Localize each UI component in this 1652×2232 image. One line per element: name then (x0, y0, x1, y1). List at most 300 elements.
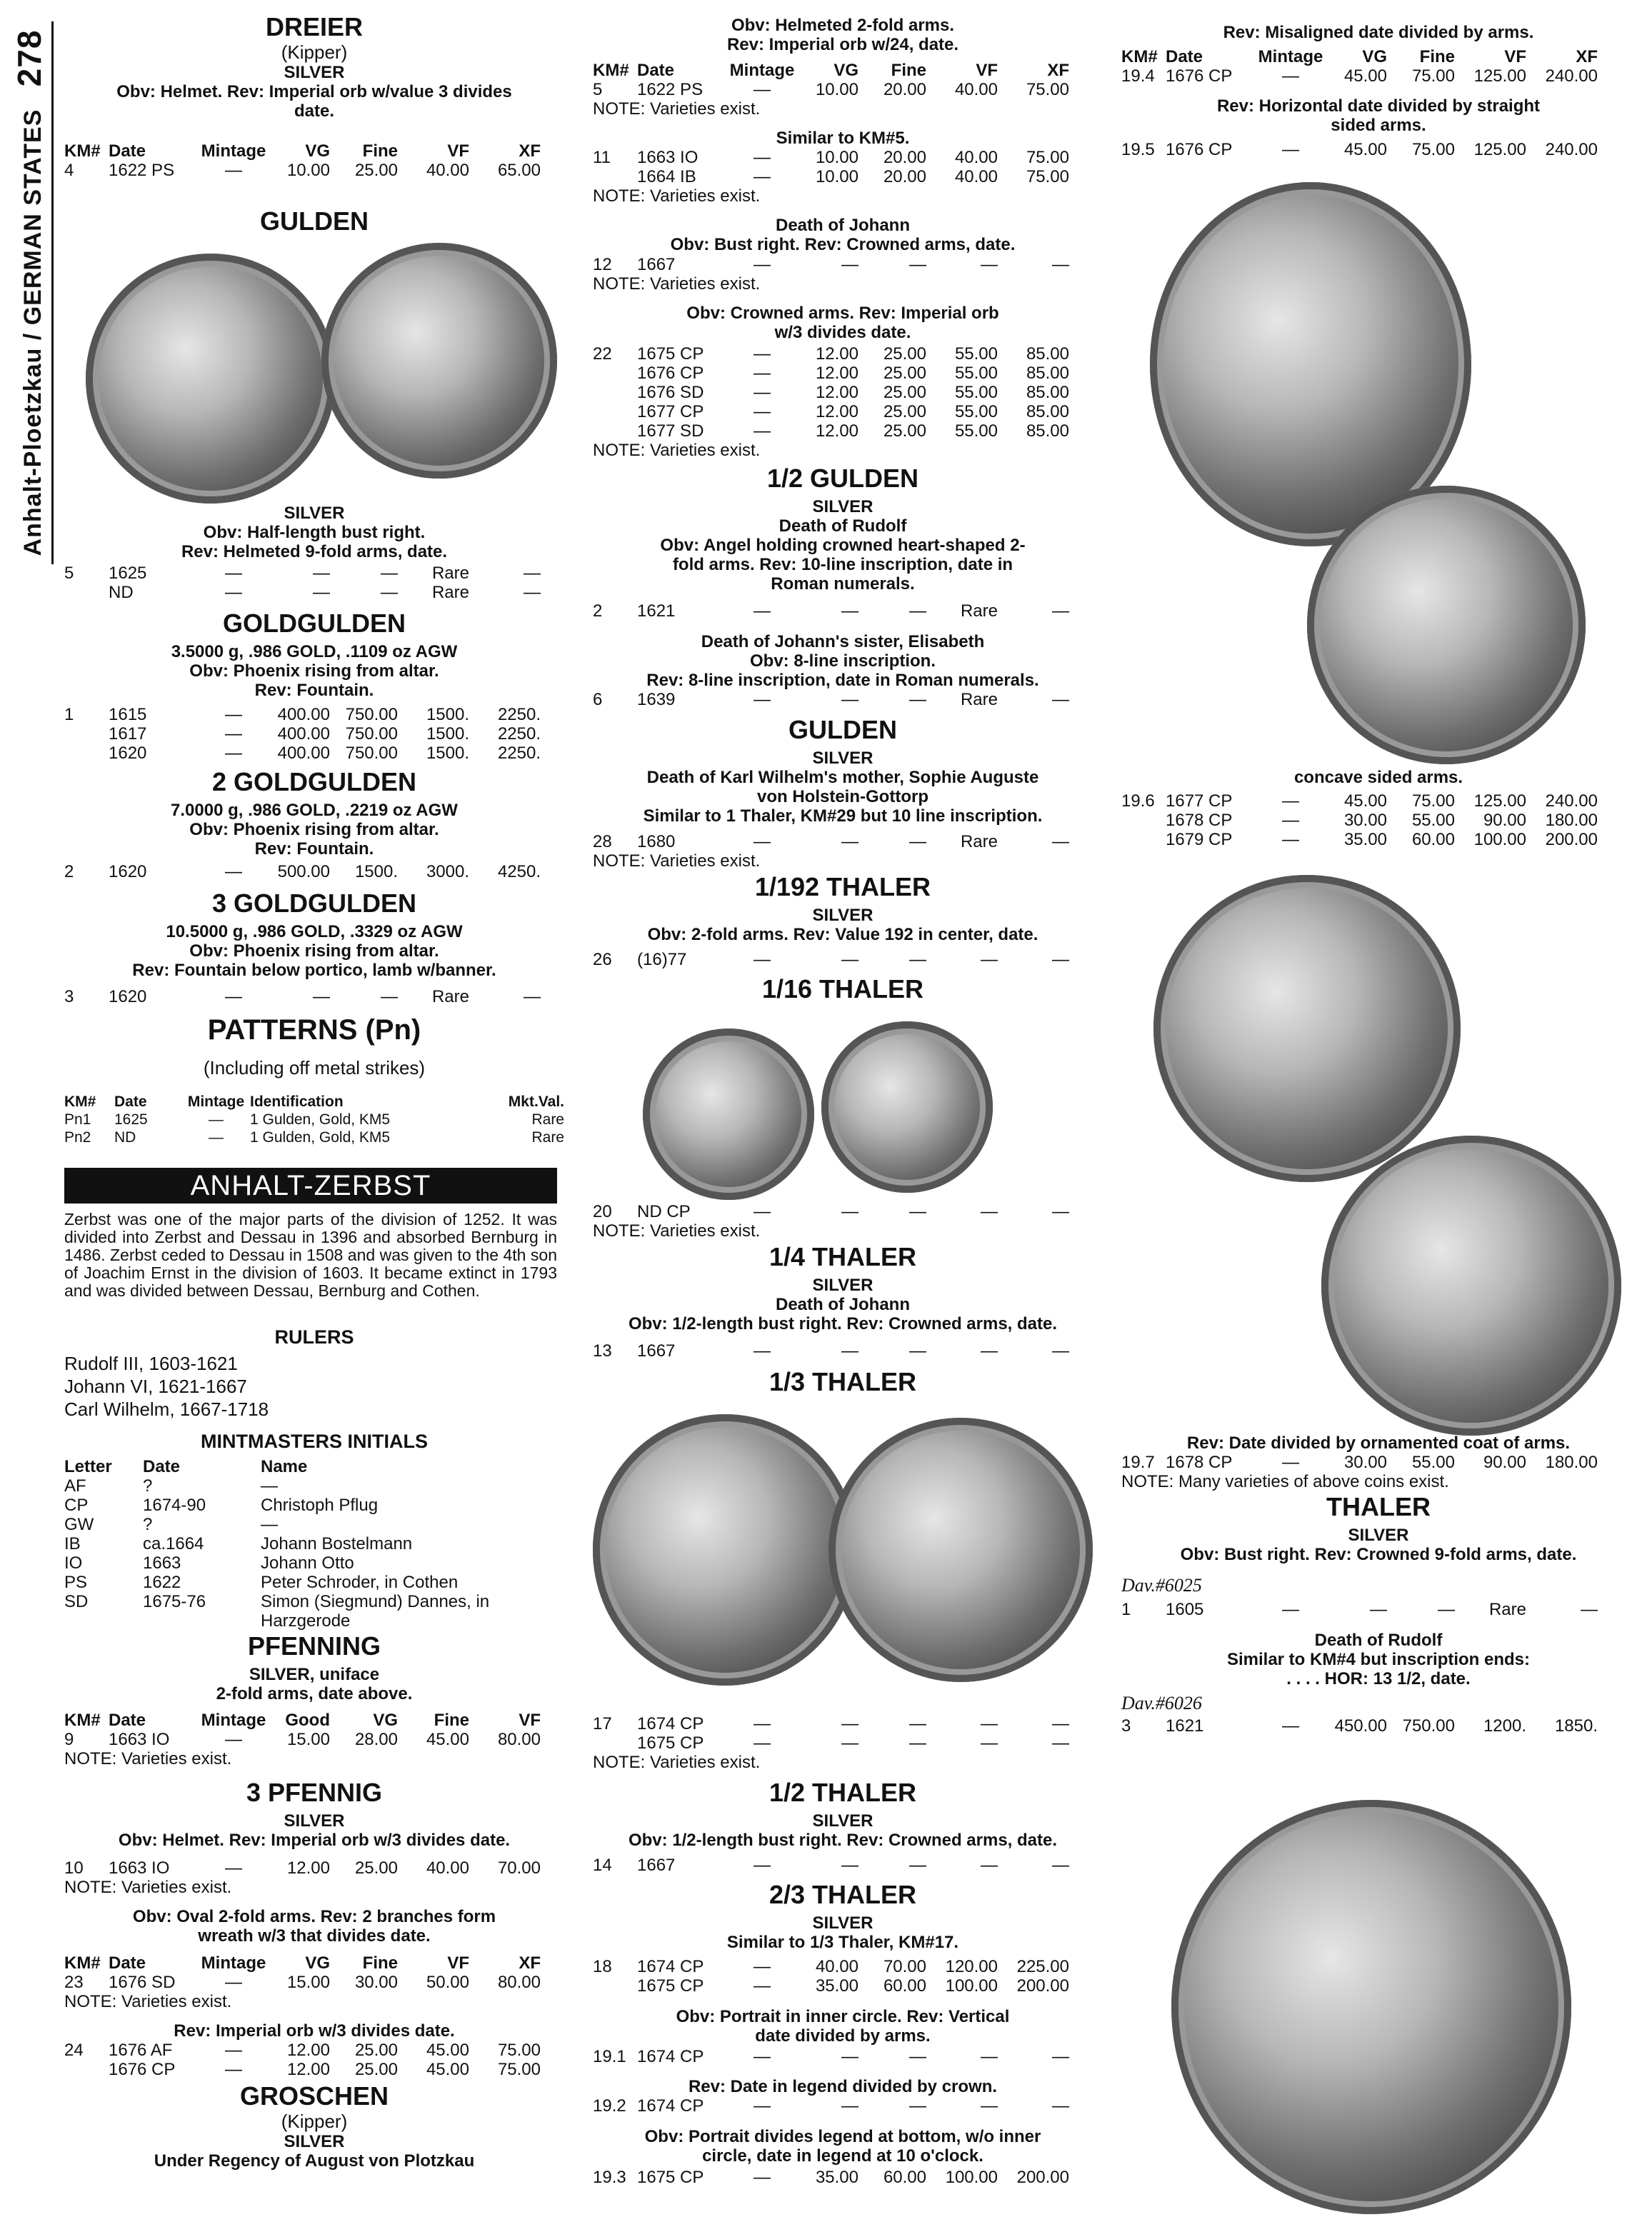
table-cell: 85.00 (1026, 421, 1069, 441)
table-cell: 55.00 (954, 421, 998, 441)
table-cell: 200.00 (1545, 830, 1598, 849)
column-header: Fine (1419, 47, 1455, 66)
table-row (593, 80, 1093, 99)
table-cell (593, 364, 637, 383)
table-row (64, 744, 564, 763)
table-header (1121, 47, 1636, 66)
table-cell (64, 724, 109, 744)
anhalt-zerbst-banner: ANHALT-ZERBST (64, 1168, 557, 1203)
table-cell: — (981, 1733, 998, 1753)
metal: SILVER (812, 1811, 873, 1831)
section-title: GROSCHEN (239, 2081, 389, 2111)
table-cell: 17 (593, 1714, 612, 1733)
table-cell: — (754, 832, 771, 851)
table-cell: 40.00 (954, 80, 998, 99)
km11-table (593, 148, 1093, 206)
table-row (64, 161, 564, 180)
table-cell: ? (143, 1515, 153, 1534)
table-cell: 1617 (109, 724, 147, 744)
table-cell (1121, 830, 1166, 849)
table-cell: — (225, 2060, 242, 2079)
table-cell (64, 583, 109, 602)
table-cell: 1676 CP (637, 364, 704, 383)
mintmasters-title: MINTMASTERS INITIALS (201, 1431, 428, 1452)
description: Rev: Helmeted 9-fold arms, date. (181, 542, 448, 561)
column-header: VG (305, 141, 330, 161)
table-cell: 25.00 (883, 402, 926, 421)
table-row (593, 1714, 1093, 1733)
table-cell: 750.00 (345, 705, 398, 724)
table-cell: — (981, 1341, 998, 1361)
table-cell: 2250. (497, 744, 541, 763)
metal: SILVER (812, 1913, 873, 1933)
column-header: Date (637, 61, 675, 80)
table-cell: 240.00 (1545, 66, 1598, 86)
table-cell: — (909, 690, 926, 709)
table-cell: 2 (64, 862, 74, 881)
table-cell: — (381, 564, 398, 583)
description: Death of Johann's sister, Elisabeth (701, 632, 985, 651)
table-cell: — (225, 1730, 242, 1749)
table-row (593, 421, 1093, 441)
table-cell: — (225, 2041, 242, 2060)
table-cell: 90.00 (1483, 811, 1526, 830)
table-cell: AF (64, 1476, 86, 1496)
table-row (64, 583, 564, 602)
spec: 3.5000 g, .986 GOLD, .1109 oz AGW (171, 642, 458, 661)
table-cell: — (909, 601, 926, 621)
description: Death of Rudolf (1314, 1631, 1443, 1650)
table-cell: 35.00 (815, 2168, 858, 2187)
goldgulden3-table (64, 987, 564, 1006)
column-header: Mintage (201, 1953, 266, 1973)
table-cell: 1675-76 (143, 1592, 206, 1611)
table-cell: — (754, 1856, 771, 1875)
table-cell: 1676 SD (637, 383, 704, 402)
table-cell: 12 (593, 255, 612, 274)
table-cell: — (261, 1515, 278, 1534)
3pfennig-section (64, 1778, 564, 1850)
table-cell: — (754, 2047, 771, 2066)
elisabeth (593, 632, 1093, 690)
table-cell: 60.00 (1411, 830, 1455, 849)
table-cell: 6 (593, 690, 603, 709)
column-header: Mintage (1258, 47, 1323, 66)
table-cell: 75.00 (1026, 80, 1069, 99)
table-cell: — (1052, 690, 1069, 709)
table-cell: — (909, 2047, 926, 2066)
description: Rev: Date divided by ornamented coat of arms. (1186, 1433, 1571, 1453)
groschen-table (593, 61, 1093, 119)
km19-3-table (593, 2168, 1093, 2187)
table-cell: 750.00 (345, 724, 398, 744)
table-cell: 1664 IB (637, 167, 696, 186)
table-cell: 1620 (109, 744, 147, 763)
description: concave sided arms. (1293, 768, 1463, 787)
table-cell: Johann Otto (261, 1553, 354, 1573)
table-cell: — (909, 2096, 926, 2116)
t4 (593, 1243, 1093, 1333)
km2-table (593, 601, 1093, 621)
table-cell: 60.00 (883, 1976, 926, 1996)
t16-title: 1/16 THALER (761, 974, 924, 1004)
table-cell: 1200. (1483, 1716, 1526, 1736)
column-header: Mintage (187, 1094, 245, 1110)
table-cell: 25.00 (354, 1858, 398, 1878)
km22-table (593, 344, 1093, 460)
metal: SILVER (812, 497, 873, 516)
table-cell: 75.00 (1411, 791, 1455, 811)
column-header: Fine (434, 1711, 469, 1730)
table-cell: — (225, 1973, 242, 1992)
table-cell: 19.4 (1121, 66, 1155, 86)
table-cell: Rare (1488, 1600, 1526, 1619)
pfenning-table (64, 1711, 564, 1768)
table-row (64, 862, 564, 881)
table-cell: 30.00 (1343, 811, 1387, 830)
km19-4-table (1121, 47, 1636, 86)
table-cell: — (524, 583, 541, 602)
column-header: Mintage (729, 61, 795, 80)
table-cell: — (1052, 832, 1069, 851)
table-cell: 55.00 (954, 402, 998, 421)
table-cell: 1500. (426, 724, 469, 744)
table-cell: 1676 CP (109, 2060, 176, 2079)
description: Obv: Phoenix rising from altar. (189, 941, 439, 961)
running-head-rule (51, 21, 54, 564)
section-title: 1/2 GULDEN (766, 464, 919, 493)
table-cell: SD (64, 1592, 89, 1611)
description: 2-fold arms, date above. (216, 1684, 413, 1703)
table-cell: 1677 CP (637, 402, 704, 421)
section-title: 2/3 THALER (769, 1880, 917, 1909)
table-row (1121, 1716, 1636, 1736)
table-cell: Rare (531, 1111, 564, 1128)
coin-image-gulden-reverse (321, 243, 557, 479)
table-cell: — (841, 690, 858, 709)
table-cell: 1675 CP (637, 1733, 704, 1753)
table-row (1121, 791, 1636, 811)
metal: SILVER (812, 749, 873, 768)
gulden-2 (593, 716, 1093, 826)
coin-image-gulden-obverse (86, 254, 336, 504)
description: Rev: 8-line inscription, date in Roman numerals. (646, 671, 1039, 690)
column-header: Date (114, 1094, 147, 1110)
patterns-subtitle: (Including off metal strikes) (203, 1057, 426, 1079)
table-cell: 500.00 (277, 862, 330, 881)
table-cell: 1 (1121, 1600, 1131, 1619)
column-header: VG (373, 1711, 398, 1730)
patterns-title: PATTERNS (Pn) (207, 1014, 421, 1046)
km18-table (593, 1957, 1093, 1996)
km19-6-table (1121, 791, 1636, 849)
table-cell: 14 (593, 1856, 612, 1875)
table-cell: — (909, 1714, 926, 1733)
gulden-table (64, 564, 564, 602)
table-cell: Rare (531, 1129, 564, 1146)
table-cell: — (209, 1129, 224, 1146)
table-cell: 180.00 (1545, 811, 1598, 830)
metal: SILVER, uniface (249, 1665, 380, 1684)
table-cell: 18 (593, 1957, 612, 1976)
table-cell: 80.00 (497, 1973, 541, 1992)
t23 (593, 1881, 1093, 1952)
description: Obv: Bust right. Rev: Crowned arms, date. (670, 235, 1016, 254)
table-cell: 75.00 (1411, 66, 1455, 86)
description: Rev: Imperial orb w/24, date. (726, 35, 959, 54)
table-cell: — (1581, 1600, 1598, 1619)
table-cell (64, 2060, 109, 2079)
table-cell: 25.00 (354, 161, 398, 180)
table-cell: 45.00 (426, 1730, 469, 1749)
table-cell: 200.00 (1016, 2168, 1069, 2187)
table-cell: 40.00 (426, 1858, 469, 1878)
table-cell: — (381, 583, 398, 602)
coin-image-1-16-thaler-obverse (643, 1029, 814, 1200)
table-cell: 19.2 (593, 2096, 626, 2116)
table-row (64, 2041, 564, 2060)
table-cell: 1676 SD (109, 1973, 176, 1992)
table-cell: — (909, 832, 926, 851)
table-cell: ? (143, 1476, 153, 1496)
table-cell: — (1052, 601, 1069, 621)
table-cell: — (841, 1714, 858, 1733)
column-header: VF (519, 1711, 541, 1730)
description: Obv: Oval 2-fold arms. Rev: 2 branches form wreath w/3 that divides date. (132, 1907, 496, 1946)
column-header: KM# (64, 141, 101, 161)
note: NOTE: Varieties exist. (593, 1221, 761, 1241)
table-cell: 60.00 (883, 2168, 926, 2187)
table-cell: — (841, 950, 858, 969)
description: Obv: Angel holding crowned heart-shaped 2-fold arms. Rev: 10-line inscription, date in Roman numerals. (660, 536, 1026, 594)
table-cell: — (754, 1202, 771, 1221)
description: Similar to KM#4 but inscription ends: (1226, 1650, 1531, 1669)
column-header: VG (833, 61, 858, 80)
table-cell: 45.00 (1343, 791, 1387, 811)
table-cell: Pn2 (64, 1129, 91, 1146)
table-cell: — (981, 255, 998, 274)
table-cell: 1675 CP (637, 1976, 704, 1996)
thaler-km1-table (1121, 1600, 1636, 1619)
table-cell: 5 (593, 80, 603, 99)
description: Similar to KM#5. (776, 129, 910, 148)
table-cell: — (909, 1341, 926, 1361)
km19-5-table (1121, 140, 1636, 159)
spec: 7.0000 g, .986 GOLD, .2219 oz AGW (171, 801, 458, 820)
column-header: XF (519, 1953, 541, 1973)
table-cell: 1678 CP (1166, 811, 1233, 830)
table-cell: — (909, 1733, 926, 1753)
table-header (593, 61, 1093, 80)
km28-table (593, 832, 1093, 871)
table-cell: 1678 CP (1166, 1453, 1233, 1472)
table-cell: — (1282, 791, 1299, 811)
table-cell: 1667 (637, 1341, 676, 1361)
spec: 10.5000 g, .986 GOLD, .3329 oz AGW (166, 922, 463, 941)
table-cell: 15.00 (286, 1730, 330, 1749)
table-cell: — (1282, 140, 1299, 159)
table-cell: 12.00 (286, 2060, 330, 2079)
table-cell: 750.00 (345, 744, 398, 763)
section-subtitle: (Kipper) (281, 41, 348, 63)
table-cell: 19.7 (1121, 1453, 1155, 1472)
column-header: Good (285, 1711, 330, 1730)
mintmasters-table (64, 1457, 564, 1631)
table-cell: 225.00 (1016, 1957, 1069, 1976)
description: Obv: Half-length bust right. (203, 523, 426, 542)
table-cell: — (261, 1476, 278, 1496)
table-row (64, 1111, 564, 1128)
section-title: 1/4 THALER (769, 1242, 917, 1271)
table-cell: 12.00 (286, 2041, 330, 2060)
km17-table (593, 1714, 1093, 1772)
table-cell: 1500. (426, 744, 469, 763)
table-row (593, 2168, 1093, 2187)
table-cell: 90.00 (1483, 1453, 1526, 1472)
table-cell: — (841, 1341, 858, 1361)
column-header: Date (109, 1953, 146, 1973)
table-cell: 10.00 (815, 80, 858, 99)
table-cell: Peter Schroder, in Cothen (261, 1573, 459, 1592)
table-cell: 12.00 (815, 421, 858, 441)
table-row (64, 987, 564, 1006)
note: NOTE: Varieties exist. (593, 851, 761, 871)
table-cell: — (754, 364, 771, 383)
table-cell: 65.00 (497, 161, 541, 180)
table-cell: 200.00 (1016, 1976, 1069, 1996)
table-cell: — (981, 1202, 998, 1221)
table-row (64, 705, 564, 724)
description: Obv: 2-fold arms. Rev: Value 192 in center, date. (647, 925, 1038, 944)
note: NOTE: Many varieties of above coins exist. (1121, 1472, 1449, 1491)
description: . . . . HOR: 13 1/2, date. (1286, 1669, 1471, 1688)
table-cell: 85.00 (1026, 402, 1069, 421)
table-cell: — (754, 167, 771, 186)
3pfennig-table-3 (64, 2041, 564, 2079)
table-cell: Christoph Pflug (261, 1496, 379, 1515)
table-row (64, 564, 564, 583)
table-cell: — (225, 161, 242, 180)
table-cell: 4250. (497, 862, 541, 881)
table-cell: 240.00 (1545, 791, 1598, 811)
table-cell: 19.1 (593, 2047, 626, 2066)
km19-2-table (593, 2096, 1093, 2116)
table-row (1121, 66, 1636, 86)
table-cell: 45.00 (1343, 140, 1387, 159)
table-cell: 19.3 (593, 2168, 626, 2187)
table-cell: — (754, 690, 771, 709)
description: Obv: Crowned arms. Rev: Imperial orb w/3 divides date. (686, 304, 999, 342)
table-cell: — (225, 724, 242, 744)
table-cell: — (754, 950, 771, 969)
table-cell: IB (64, 1534, 81, 1553)
table-cell: 20.00 (883, 167, 926, 186)
km13-table (593, 1341, 1093, 1361)
description: Rev: Date in legend divided by crown. (688, 2077, 998, 2096)
table-cell: 1674 CP (637, 2047, 704, 2066)
note: NOTE: Varieties exist. (593, 1753, 761, 1772)
table-cell (593, 383, 637, 402)
table-cell: Rare (431, 583, 469, 602)
metal: SILVER (812, 906, 873, 925)
table-cell: 1621 (1166, 1716, 1204, 1736)
table-cell: 1663 IO (109, 1730, 170, 1749)
description: Rev: Misaligned date divided by arms. (1223, 23, 1534, 42)
table-cell: — (1052, 2096, 1069, 2116)
table-cell: ND CP (637, 1202, 691, 1221)
thaler (1121, 1493, 1636, 1564)
goldgulden-section (64, 609, 564, 700)
table-row (593, 2047, 1093, 2066)
table-row (593, 383, 1093, 402)
page-number: 278 (11, 29, 48, 87)
table-cell (593, 167, 637, 186)
table-cell: — (841, 832, 858, 851)
table-cell: — (841, 2047, 858, 2066)
coin-image-19-7-obverse (1153, 875, 1461, 1182)
table-cell: — (225, 862, 242, 881)
table-cell: — (1370, 1600, 1387, 1619)
table-cell: 10 (64, 1858, 84, 1878)
death-johann (593, 216, 1093, 254)
table-cell: — (754, 383, 771, 402)
table-cell: 75.00 (1026, 148, 1069, 167)
table-cell: 3000. (426, 862, 469, 881)
km20-table (593, 1202, 1093, 1241)
table-row (1121, 140, 1636, 159)
table-row (64, 1476, 564, 1496)
table-cell: 1 (64, 705, 74, 724)
note: NOTE: Varieties exist. (593, 99, 761, 119)
table-cell: 1676 CP (1166, 140, 1233, 159)
table-cell: — (225, 987, 242, 1006)
table-cell: 20 (593, 1202, 612, 1221)
column-header: VG (305, 1953, 330, 1973)
table-cell: 125.00 (1473, 791, 1526, 811)
table-row (64, 1553, 564, 1573)
table-cell: — (981, 2047, 998, 2066)
column-header: XF (1047, 61, 1069, 80)
table-cell: — (524, 987, 541, 1006)
table-cell: 25.00 (354, 2060, 398, 2079)
3pfennig-table-1 (64, 1858, 564, 1897)
table-cell: 20.00 (883, 148, 926, 167)
table-cell: 22 (593, 344, 612, 364)
davenport-ref: Dav.#6026 (1121, 1693, 1202, 1713)
description: Death of Karl Wilhelm's mother, Sophie Auguste von Holstein-Gottorp (646, 768, 1039, 806)
table-cell: 23 (64, 1973, 84, 1992)
table-cell: — (754, 1714, 771, 1733)
table-cell: — (1052, 1202, 1069, 1221)
table-cell: 1677 CP (1166, 791, 1233, 811)
table-row (593, 832, 1093, 851)
table-cell: 25.00 (883, 383, 926, 402)
column-header: Date (109, 141, 146, 161)
table-cell: — (754, 344, 771, 364)
death-rudolf (1121, 1631, 1636, 1688)
table-cell: GW (64, 1515, 94, 1534)
column-header: VF (976, 61, 998, 80)
table-cell: — (754, 255, 771, 274)
table-cell: — (909, 1856, 926, 1875)
description: Obv: Portrait in inner circle. Rev: Vertical date divided by arms. (676, 2007, 1010, 2046)
table-cell: 1663 IO (109, 1858, 170, 1878)
table-row (593, 1976, 1093, 1996)
table-row (64, 724, 564, 744)
table-cell: — (1052, 255, 1069, 274)
table-cell: 40.00 (954, 148, 998, 167)
note: NOTE: Varieties exist. (593, 186, 761, 206)
